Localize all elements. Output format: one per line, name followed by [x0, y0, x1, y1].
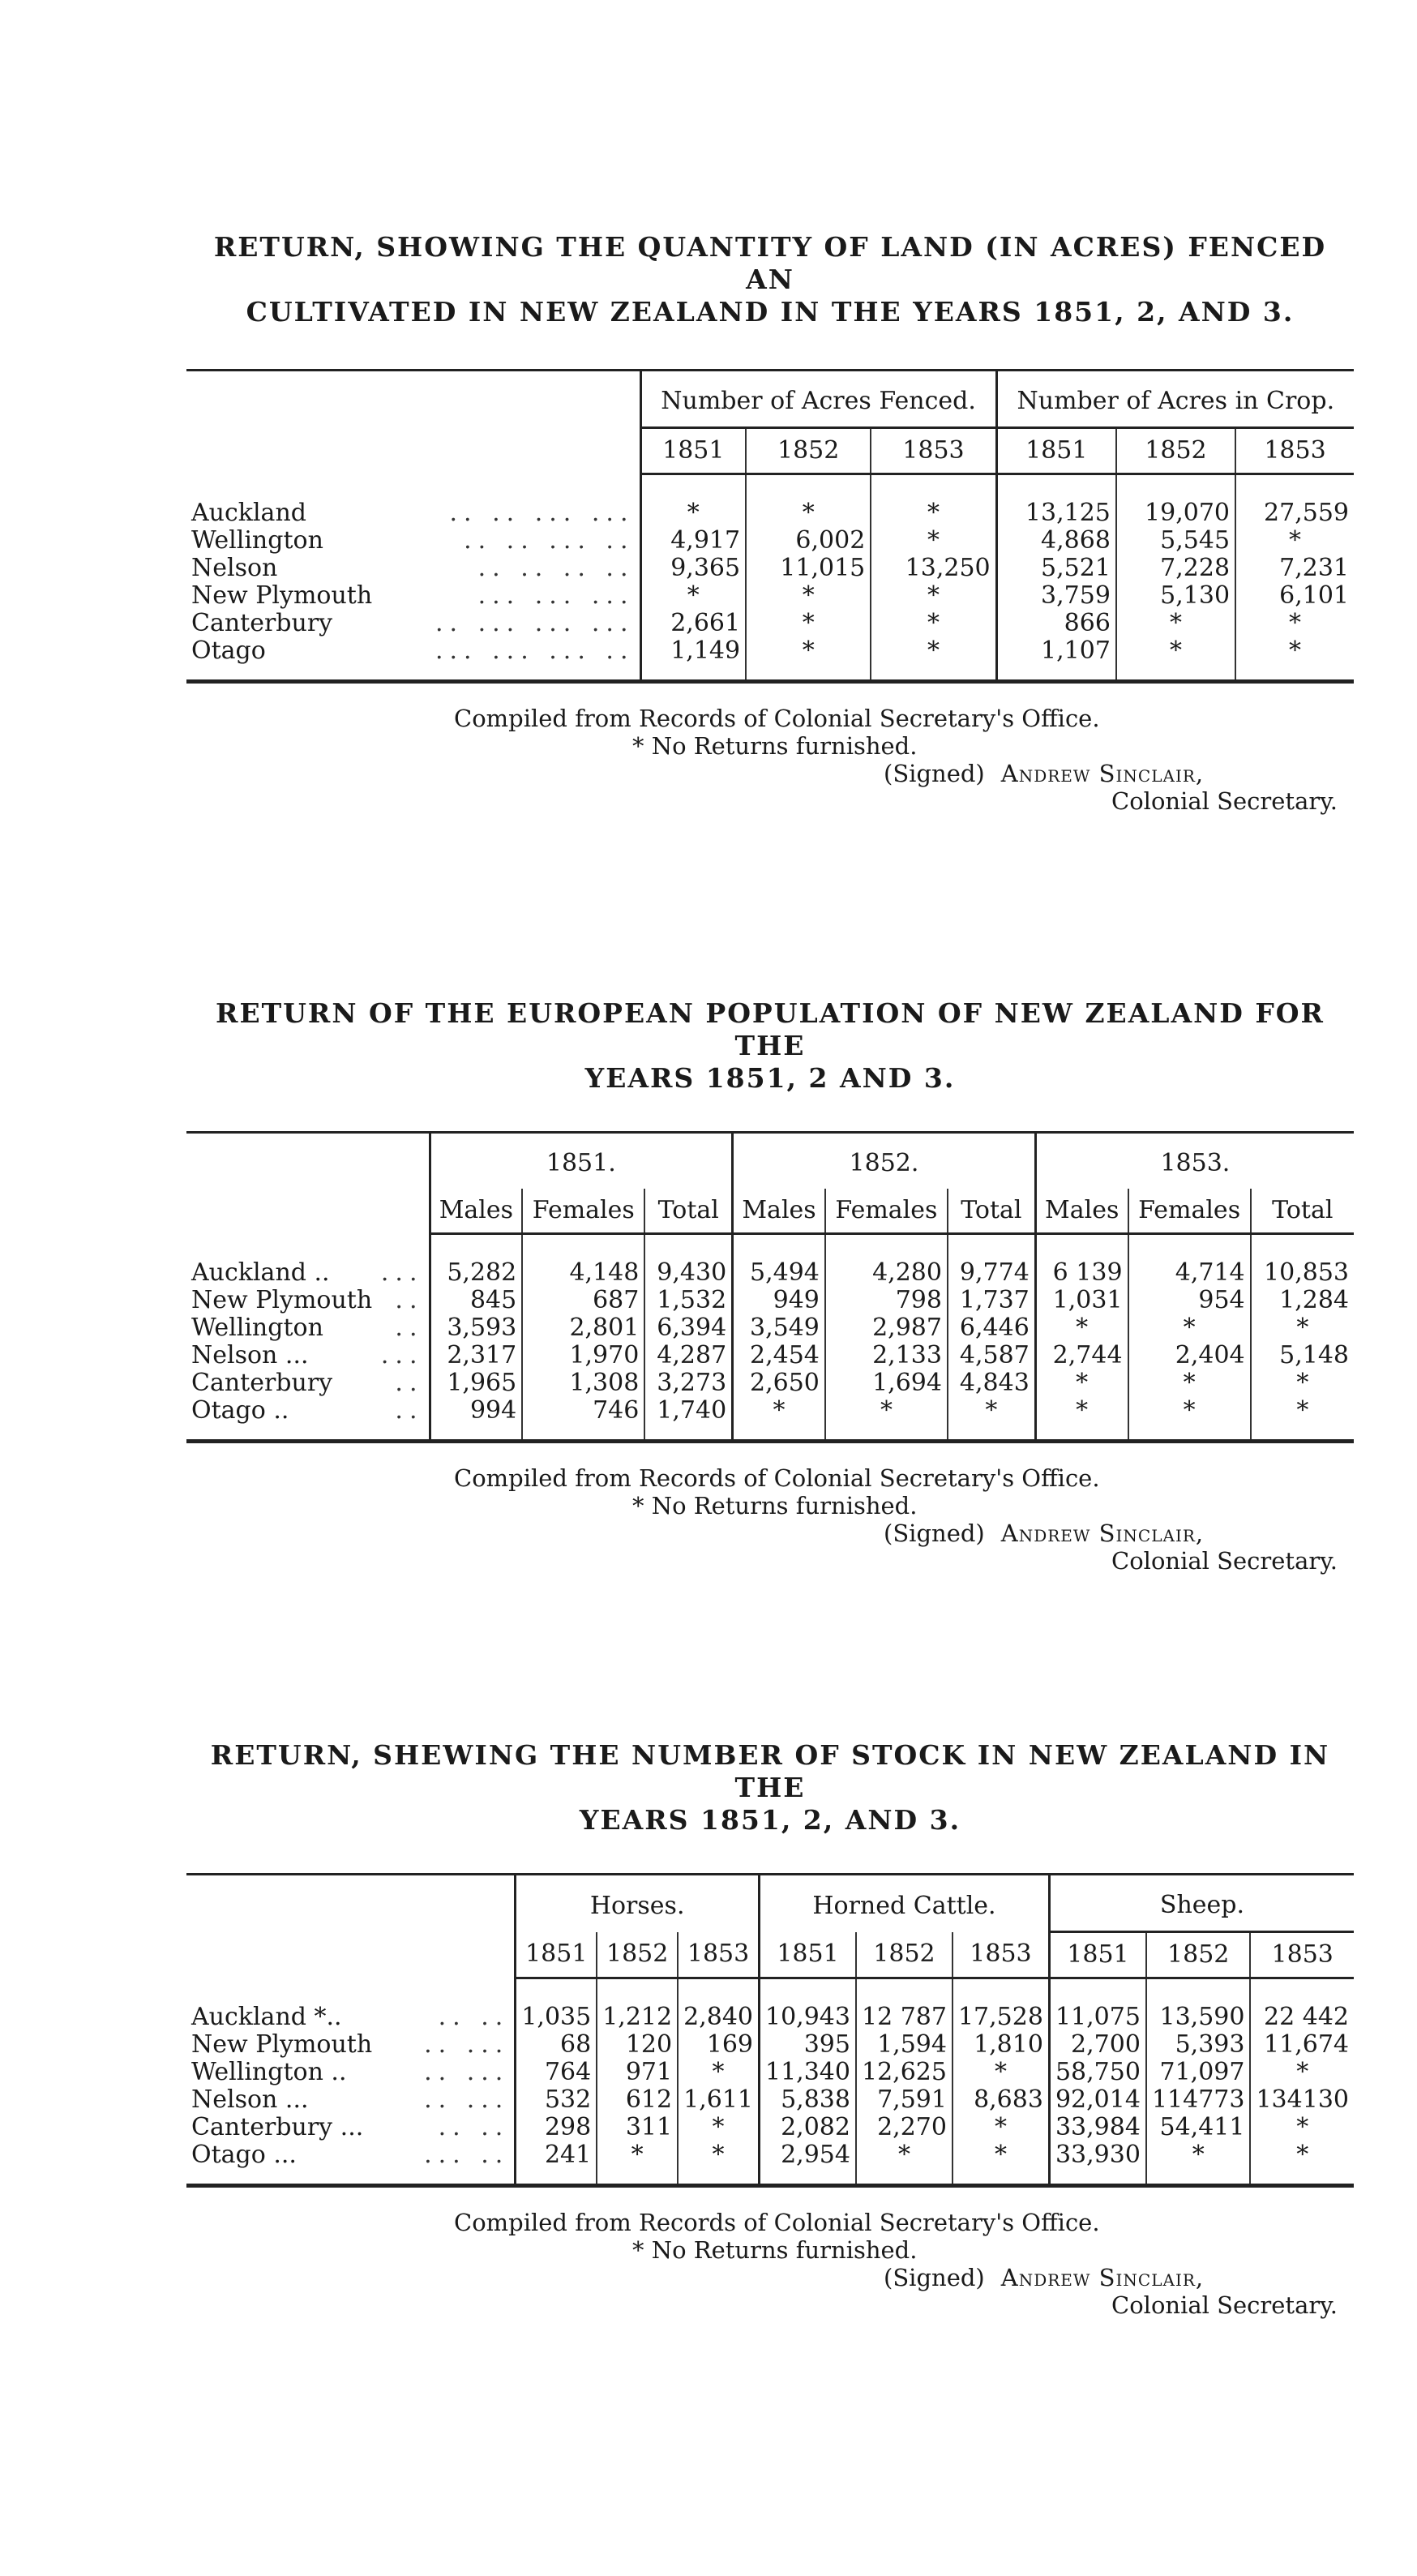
place-name: Nelson ... — [191, 2085, 309, 2114]
value-cell: 1,694 — [825, 1369, 948, 1397]
signer-role: Colonial Secretary. — [1111, 1547, 1338, 1575]
table-row — [186, 582, 1354, 610]
value-cell: * — [678, 2114, 759, 2141]
value-cell: * — [1251, 1369, 1354, 1397]
place-cell — [186, 2114, 516, 2141]
table-row — [186, 1342, 1354, 1369]
value-cell: 798 — [825, 1287, 948, 1314]
leader-dots: .. ... — [424, 2030, 510, 2059]
population-return-title — [186, 997, 1354, 1095]
place-cell — [186, 610, 640, 637]
value-cell: 1,035 — [516, 2004, 597, 2031]
value-cell: * — [1035, 1314, 1128, 1342]
column-header: 1851 — [516, 1932, 597, 1978]
value-cell: 2,454 — [733, 1342, 825, 1369]
value-cell: 2,650 — [733, 1369, 825, 1397]
land-return-section — [186, 231, 1354, 815]
value-cell: * — [746, 610, 871, 637]
leader-dots: .. — [395, 1286, 424, 1314]
value-cell: 5,545 — [1116, 527, 1235, 555]
value-cell: 54,411 — [1146, 2114, 1251, 2141]
value-cell: 1,740 — [644, 1397, 732, 1425]
value-cell: 9,430 — [644, 1259, 732, 1287]
value-cell: 7,228 — [1116, 555, 1235, 582]
group-header: Number of Acres Fenced. — [640, 371, 996, 428]
place-name: Wellington .. — [191, 2058, 347, 2086]
value-cell: 58,750 — [1049, 2059, 1145, 2086]
leader-dots: .. — [395, 1369, 424, 1397]
value-cell: * — [953, 2059, 1049, 2086]
value-cell: 6,002 — [746, 527, 871, 555]
value-cell: * — [871, 637, 996, 665]
signature-line — [884, 760, 1204, 787]
leader-dots: .. — [395, 1314, 424, 1342]
value-cell: 1,284 — [1251, 1287, 1354, 1314]
table-row — [186, 1314, 1354, 1342]
place-name: Otago — [191, 636, 266, 665]
value-cell: 1,532 — [644, 1287, 732, 1314]
value-cell: 13,125 — [996, 499, 1116, 527]
value-cell: 311 — [597, 2114, 678, 2141]
column-header: Total — [644, 1189, 732, 1234]
value-cell: 10,943 — [760, 2004, 856, 2031]
value-cell: 6,101 — [1235, 582, 1354, 610]
value-cell: 2,700 — [1049, 2031, 1145, 2059]
table-row — [186, 2059, 1354, 2086]
table-row — [186, 610, 1354, 637]
place-cell — [186, 2141, 516, 2169]
leader-dots: ... ... ... — [477, 581, 635, 610]
value-cell: 2,317 — [430, 1342, 522, 1369]
place-cell — [186, 582, 640, 610]
value-cell: 949 — [733, 1287, 825, 1314]
leader-dots: .. .. ... .. — [464, 526, 635, 555]
value-cell: 68 — [516, 2031, 597, 2059]
place-cell — [186, 1369, 430, 1397]
leader-dots: .. .. .. .. — [477, 554, 635, 582]
column-header: 1851 — [760, 1932, 856, 1978]
value-cell: 11,674 — [1250, 2031, 1354, 2059]
signer-role: Colonial Secretary. — [1111, 2291, 1338, 2319]
value-cell: 2,954 — [760, 2141, 856, 2169]
group-header: 1853. — [1035, 1133, 1354, 1189]
value-cell: 2,270 — [856, 2114, 953, 2141]
value-cell: 19,070 — [1116, 499, 1235, 527]
value-cell: * — [953, 2114, 1049, 2141]
land-table — [186, 369, 1354, 684]
column-header: 1852 — [856, 1932, 953, 1978]
value-cell: 169 — [678, 2031, 759, 2059]
place-name: Nelson ... — [191, 1341, 309, 1369]
signature-line — [884, 2264, 1204, 2291]
signature-line — [884, 1519, 1204, 1547]
value-cell: 971 — [597, 2059, 678, 2086]
value-cell: * — [871, 499, 996, 527]
value-cell: 4,148 — [522, 1259, 644, 1287]
value-cell: 12,625 — [856, 2059, 953, 2086]
value-cell: 5,282 — [430, 1259, 522, 1287]
value-cell: 5,521 — [996, 555, 1116, 582]
value-cell: 764 — [516, 2059, 597, 2086]
value-cell: * — [856, 2141, 953, 2169]
value-cell: * — [1116, 637, 1235, 665]
place-cell — [186, 2031, 516, 2059]
value-cell: * — [1035, 1397, 1128, 1425]
value-cell: 1,594 — [856, 2031, 953, 2059]
value-cell: 2,801 — [522, 1314, 644, 1342]
value-cell: * — [871, 527, 996, 555]
leader-dots: ... — [380, 1341, 424, 1369]
title-line-2: CULTIVATED IN NEW ZEALAND IN THE YEARS 1851, 2, AND 3. — [246, 296, 1295, 328]
table-row — [186, 555, 1354, 582]
value-cell: 1,031 — [1035, 1287, 1128, 1314]
value-cell: * — [1251, 1314, 1354, 1342]
compiled-note: Compiled from Records of Colonial Secretary's Office. — [454, 2209, 1100, 2236]
value-cell: * — [746, 637, 871, 665]
compiled-note: Compiled from Records of Colonial Secretary's Office. — [454, 705, 1100, 732]
title-line-1: RETURN, SHEWING THE NUMBER OF STOCK IN NEW ZEALAND IN THE — [210, 1739, 1330, 1803]
place-cell — [186, 499, 640, 527]
value-cell: * — [1146, 2141, 1251, 2169]
place-name: New Plymouth — [191, 581, 373, 610]
value-cell: 6,394 — [644, 1314, 732, 1342]
value-cell: 33,930 — [1049, 2141, 1145, 2169]
place-cell — [186, 527, 640, 555]
population-footer — [186, 1464, 1354, 1575]
leader-dots: .. ... — [424, 2058, 510, 2086]
value-cell: 2,840 — [678, 2004, 759, 2031]
value-cell: 6 139 — [1035, 1259, 1128, 1287]
value-cell: 8,683 — [953, 2086, 1049, 2114]
column-header: 1853 — [1250, 1932, 1354, 1978]
no-returns-note: * No Returns furnished. — [632, 732, 918, 760]
compiled-note: Compiled from Records of Colonial Secretary's Office. — [454, 1464, 1100, 1492]
value-cell: 746 — [522, 1397, 644, 1425]
value-cell: 2,744 — [1035, 1342, 1128, 1369]
value-cell: 1,308 — [522, 1369, 644, 1397]
table-row — [186, 2141, 1354, 2169]
value-cell: 5,130 — [1116, 582, 1235, 610]
value-cell: 845 — [430, 1287, 522, 1314]
value-cell: 120 — [597, 2031, 678, 2059]
value-cell: 11,340 — [760, 2059, 856, 2086]
place-name: Wellington — [191, 526, 323, 555]
value-cell: 3,759 — [996, 582, 1116, 610]
group-header: Horses. — [516, 1875, 760, 1932]
value-cell: * — [1250, 2141, 1354, 2169]
value-cell: * — [1128, 1314, 1251, 1342]
leader-dots: .. — [395, 1396, 424, 1425]
value-cell: 3,549 — [733, 1314, 825, 1342]
value-cell: 4,287 — [644, 1342, 732, 1369]
column-header: 1852 — [1146, 1932, 1251, 1978]
value-cell: * — [1116, 610, 1235, 637]
value-cell: 5,148 — [1251, 1342, 1354, 1369]
table-row — [186, 2086, 1354, 2114]
value-cell: 1,810 — [953, 2031, 1049, 2059]
value-cell: 2,987 — [825, 1314, 948, 1342]
value-cell: 866 — [996, 610, 1116, 637]
place-name: New Plymouth — [191, 2030, 373, 2059]
population-return-section — [186, 997, 1354, 1575]
signed-label: (Signed) — [884, 2264, 985, 2291]
value-cell: 1,737 — [948, 1287, 1035, 1314]
value-cell: 12 787 — [856, 2004, 953, 2031]
value-cell: 1,970 — [522, 1342, 644, 1369]
column-header: Females — [825, 1189, 948, 1234]
table-row — [186, 1369, 1354, 1397]
place-name: Canterbury ... — [191, 2113, 364, 2141]
value-cell: 2,082 — [760, 2114, 856, 2141]
place-name: Auckland *.. — [191, 2003, 342, 2031]
value-cell: 13,590 — [1146, 2004, 1251, 2031]
stock-return-title — [186, 1739, 1354, 1837]
signer-role: Colonial Secretary. — [1111, 787, 1338, 815]
value-cell: 6,446 — [948, 1314, 1035, 1342]
value-cell: 5,393 — [1146, 2031, 1251, 2059]
place-name: Otago .. — [191, 1396, 289, 1425]
value-cell: 71,097 — [1146, 2059, 1251, 2086]
stock-table — [186, 1873, 1354, 2188]
table-row — [186, 2031, 1354, 2059]
value-cell: 1,965 — [430, 1369, 522, 1397]
value-cell: 33,984 — [1049, 2114, 1145, 2141]
column-header: Total — [948, 1189, 1035, 1234]
table-row — [186, 1287, 1354, 1314]
column-header: Males — [733, 1189, 825, 1234]
year-header: 1851 — [996, 428, 1116, 474]
value-cell: * — [1250, 2114, 1354, 2141]
year-header: 1853 — [871, 428, 996, 474]
column-header: Males — [1035, 1189, 1128, 1234]
value-cell: 13,250 — [871, 555, 996, 582]
column-header: Males — [430, 1189, 522, 1234]
value-cell: * — [733, 1397, 825, 1425]
place-name: Auckland .. — [191, 1258, 330, 1287]
column-header: 1853 — [678, 1932, 759, 1978]
place-name: Nelson — [191, 554, 278, 582]
table-row — [186, 1397, 1354, 1425]
value-cell: * — [597, 2141, 678, 2169]
value-cell: * — [1250, 2059, 1354, 2086]
value-cell: * — [1235, 637, 1354, 665]
value-cell: 532 — [516, 2086, 597, 2114]
signer-name: Andrew Sinclair, — [1000, 2264, 1205, 2291]
value-cell: * — [953, 2141, 1049, 2169]
table-row — [186, 2114, 1354, 2141]
leader-dots: ... ... ... .. — [435, 636, 635, 665]
value-cell: 7,591 — [856, 2086, 953, 2114]
year-header: 1852 — [746, 428, 871, 474]
leader-dots: .. .. ... ... — [449, 499, 635, 527]
value-cell: * — [871, 582, 996, 610]
place-cell — [186, 2059, 516, 2086]
value-cell: 1,107 — [996, 637, 1116, 665]
value-cell: 22 442 — [1250, 2004, 1354, 2031]
value-cell: 4,714 — [1128, 1259, 1251, 1287]
value-cell: 4,280 — [825, 1259, 948, 1287]
value-cell: 2,404 — [1128, 1342, 1251, 1369]
value-cell: 11,015 — [746, 555, 871, 582]
place-name: Canterbury — [191, 609, 333, 637]
table-row — [186, 1259, 1354, 1287]
place-name: Canterbury — [191, 1369, 333, 1397]
table-row — [186, 527, 1354, 555]
leader-dots: ... — [380, 1258, 424, 1287]
title-line-2: YEARS 1851, 2, AND 3. — [579, 1804, 961, 1836]
value-cell: * — [1128, 1369, 1251, 1397]
value-cell: * — [1235, 527, 1354, 555]
stock-return-section — [186, 1739, 1354, 2319]
place-cell — [186, 637, 640, 665]
year-header: 1852 — [1116, 428, 1235, 474]
value-cell: 1,611 — [678, 2086, 759, 2114]
group-header: 1852. — [733, 1133, 1036, 1189]
value-cell: 4,868 — [996, 527, 1116, 555]
value-cell: 1,149 — [640, 637, 746, 665]
value-cell: * — [1128, 1397, 1251, 1425]
value-cell: * — [678, 2059, 759, 2086]
value-cell: * — [640, 499, 746, 527]
place-cell — [186, 1314, 430, 1342]
value-cell: 27,559 — [1235, 499, 1354, 527]
value-cell: 9,365 — [640, 555, 746, 582]
no-returns-note: * No Returns furnished. — [632, 2236, 918, 2264]
value-cell: 92,014 — [1049, 2086, 1145, 2114]
value-cell: 3,273 — [644, 1369, 732, 1397]
value-cell: 4,917 — [640, 527, 746, 555]
value-cell: 4,587 — [948, 1342, 1035, 1369]
value-cell: 9,774 — [948, 1259, 1035, 1287]
column-header: Females — [1128, 1189, 1251, 1234]
value-cell: * — [678, 2141, 759, 2169]
value-cell: * — [871, 610, 996, 637]
value-cell: 5,838 — [760, 2086, 856, 2114]
value-cell: 2,661 — [640, 610, 746, 637]
signed-label: (Signed) — [884, 760, 985, 787]
table-row — [186, 637, 1354, 665]
value-cell: 2,133 — [825, 1342, 948, 1369]
group-header: Sheep. — [1049, 1875, 1354, 1932]
leader-dots: .. ... ... ... — [435, 609, 635, 637]
value-cell: 395 — [760, 2031, 856, 2059]
value-cell: 7,231 — [1235, 555, 1354, 582]
column-header: 1852 — [597, 1932, 678, 1978]
place-name: Auckland — [191, 499, 306, 527]
title-line-1: RETURN, SHOWING THE QUANTITY OF LAND (IN ACRES) FENCED AN — [213, 231, 1327, 295]
signer-name: Andrew Sinclair, — [1000, 1519, 1205, 1547]
table-row — [186, 2004, 1354, 2031]
place-cell — [186, 1259, 430, 1287]
land-return-title — [186, 231, 1354, 328]
signed-label: (Signed) — [884, 1519, 985, 1547]
group-header: Number of Acres in Crop. — [996, 371, 1354, 428]
value-cell: 954 — [1128, 1287, 1251, 1314]
population-table — [186, 1131, 1354, 1443]
value-cell: 114773 — [1146, 2086, 1251, 2114]
place-cell — [186, 1287, 430, 1314]
value-cell: 994 — [430, 1397, 522, 1425]
value-cell: 11,075 — [1049, 2004, 1145, 2031]
value-cell: 3,593 — [430, 1314, 522, 1342]
group-header: Horned Cattle. — [760, 1875, 1050, 1932]
place-cell — [186, 2086, 516, 2114]
value-cell: * — [746, 582, 871, 610]
value-cell: * — [746, 499, 871, 527]
place-cell — [186, 2004, 516, 2031]
column-header: Females — [522, 1189, 644, 1234]
value-cell: 687 — [522, 1287, 644, 1314]
value-cell: * — [1251, 1397, 1354, 1425]
value-cell: 17,528 — [953, 2004, 1049, 2031]
value-cell: 298 — [516, 2114, 597, 2141]
table-row — [186, 499, 1354, 527]
leader-dots: .. ... — [424, 2085, 510, 2114]
place-name: Otago ... — [191, 2141, 297, 2169]
land-footer — [186, 705, 1354, 815]
value-cell: 5,494 — [733, 1259, 825, 1287]
leader-dots: ... .. — [424, 2141, 510, 2169]
place-cell — [186, 1342, 430, 1369]
signer-name: Andrew Sinclair, — [1000, 760, 1205, 787]
value-cell: 241 — [516, 2141, 597, 2169]
leader-dots: .. .. — [438, 2003, 510, 2031]
no-returns-note: * No Returns furnished. — [632, 1492, 918, 1519]
group-header: 1851. — [430, 1133, 733, 1189]
value-cell: 1,212 — [597, 2004, 678, 2031]
leader-dots: .. .. — [438, 2113, 510, 2141]
column-header: Total — [1251, 1189, 1354, 1234]
column-header: 1851 — [1049, 1932, 1145, 1978]
place-cell — [186, 555, 640, 582]
value-cell: * — [825, 1397, 948, 1425]
value-cell: 4,843 — [948, 1369, 1035, 1397]
title-line-1: RETURN OF THE EUROPEAN POPULATION OF NEW ZEALAND FOR THE — [216, 997, 1325, 1061]
value-cell: 612 — [597, 2086, 678, 2114]
value-cell: * — [640, 582, 746, 610]
title-line-2: YEARS 1851, 2 AND 3. — [584, 1062, 956, 1094]
value-cell: 10,853 — [1251, 1259, 1354, 1287]
value-cell: * — [1235, 610, 1354, 637]
stock-footer — [186, 2209, 1354, 2319]
place-name: New Plymouth — [191, 1286, 373, 1314]
year-header: 1853 — [1235, 428, 1354, 474]
year-header: 1851 — [640, 428, 746, 474]
value-cell: * — [1035, 1369, 1128, 1397]
place-cell — [186, 1397, 430, 1425]
value-cell: 134130 — [1250, 2086, 1354, 2114]
value-cell: * — [948, 1397, 1035, 1425]
column-header: 1853 — [953, 1932, 1049, 1978]
place-name: Wellington — [191, 1314, 323, 1342]
